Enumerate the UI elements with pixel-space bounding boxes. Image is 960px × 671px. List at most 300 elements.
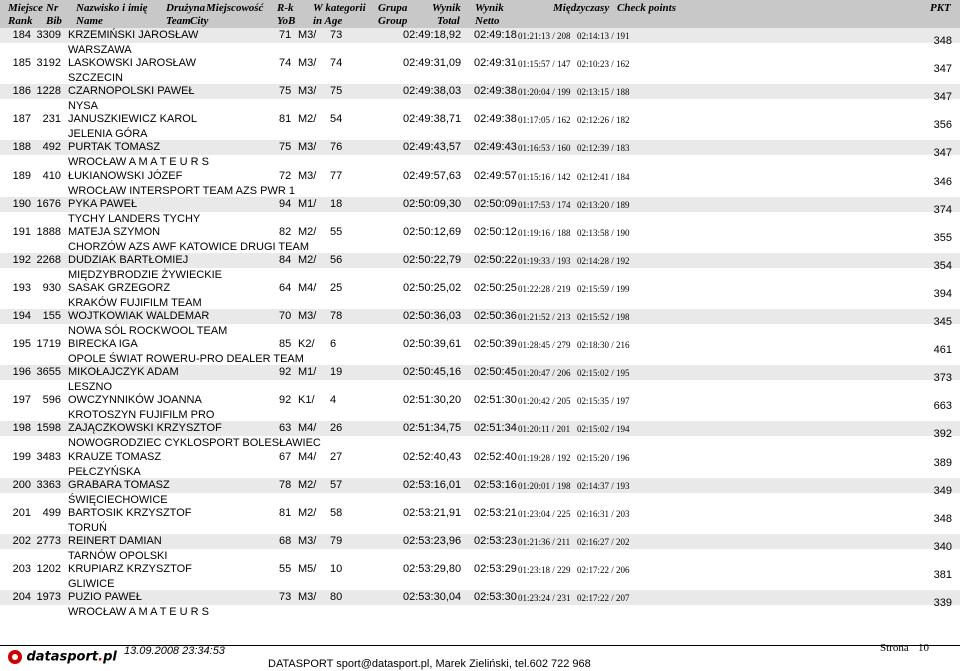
- logo-dot: .: [98, 649, 104, 665]
- header-city-en: City: [190, 15, 209, 27]
- cell-bib: 2773: [36, 534, 61, 547]
- header-pkt: PKT: [930, 2, 951, 14]
- datasport-logo[interactable]: [8, 648, 117, 668]
- cell-checkpoint-2: 02:13:15 / 188: [577, 87, 630, 98]
- cell-name: JANUSZKIEWICZ KAROL: [68, 113, 197, 126]
- cell-club: WROCŁAW A M A T E U R S: [68, 156, 209, 169]
- cell-category-place: 75: [330, 85, 343, 98]
- cell-name: GRABARA TOMASZ: [68, 478, 170, 491]
- cell-netto-time: 02:49:18: [474, 29, 517, 41]
- cell-checkpoint-1: 01:20:47 / 206: [518, 368, 571, 379]
- table-row: [0, 421, 960, 450]
- cell-rank: 185: [12, 57, 31, 70]
- table-row: [0, 84, 960, 113]
- header-name-pl: Nazwisko i imię: [76, 2, 148, 14]
- cell-netto-time: 02:53:30: [474, 591, 517, 603]
- cell-bib: 499: [42, 506, 61, 519]
- cell-pkt: 348: [933, 35, 952, 47]
- cell-yob: 85: [279, 338, 292, 351]
- cell-checkpoint-2: 02:14:13 / 191: [577, 31, 630, 41]
- cell-bib: 3192: [36, 57, 61, 70]
- cell-name: PYKA PAWEŁ: [68, 197, 138, 210]
- cell-club: TORUŃ: [68, 521, 107, 534]
- cell-yob: 94: [279, 197, 292, 210]
- cell-bib: 3655: [36, 366, 61, 379]
- cell-category-place: 56: [330, 253, 343, 266]
- cell-name: ZAJĄCZKOWSKI KRZYSZTOF: [68, 422, 222, 435]
- cell-category-place: 78: [330, 310, 343, 322]
- cell-category: M2/: [298, 253, 317, 266]
- cell-category-place: 57: [330, 478, 343, 491]
- cell-checkpoint-1: 01:28:45 / 279: [518, 340, 571, 351]
- cell-total-time: 02:50:25,02: [403, 281, 462, 294]
- footer-contact: DATASPORT sport@datasport.pl, Marek Zieliński, tel.602 722 968: [268, 658, 591, 670]
- cell-category: M4/: [298, 450, 317, 463]
- cell-netto-time: 02:52:40: [474, 450, 517, 463]
- header-netto: Netto: [475, 15, 500, 27]
- cell-bib: 1202: [36, 562, 61, 575]
- cell-category: K2/: [298, 338, 315, 351]
- cell-bib: 1228: [36, 85, 61, 98]
- table-row: [0, 309, 960, 338]
- cell-category: M3/: [298, 85, 317, 98]
- cell-pkt: 389: [933, 456, 952, 469]
- cell-category-place: 27: [330, 450, 343, 463]
- cell-bib: 3363: [36, 478, 61, 491]
- cell-bib: 3309: [36, 29, 61, 41]
- table-row: [0, 506, 960, 535]
- cell-netto-time: 02:53:29: [474, 562, 517, 575]
- cell-checkpoint-2: 02:15:52 / 198: [577, 312, 630, 322]
- cell-netto-time: 02:51:30: [474, 394, 517, 407]
- cell-total-time: 02:49:18,92: [403, 29, 462, 41]
- cell-yob: 64: [279, 281, 292, 294]
- cell-checkpoint-2: 02:15:02 / 195: [577, 368, 630, 379]
- table-row: [0, 28, 960, 57]
- cell-bib: 930: [42, 281, 61, 294]
- cell-rank: 195: [12, 338, 31, 351]
- cell-club: WROCŁAW INTERSPORT TEAM AZS PWR 1: [68, 184, 295, 197]
- cell-category-place: 19: [330, 366, 343, 379]
- cell-checkpoint-2: 02:13:20 / 189: [577, 199, 630, 210]
- cell-netto-time: 02:50:39: [474, 338, 517, 351]
- cell-checkpoint-2: 02:16:27 / 202: [577, 536, 630, 547]
- cell-rank: 186: [12, 85, 31, 98]
- cell-pkt: 355: [933, 231, 952, 244]
- cell-club: LESZNO: [68, 381, 113, 394]
- table-row: [0, 393, 960, 422]
- cell-category-place: 76: [330, 141, 343, 154]
- cell-checkpoint-1: 01:15:16 / 142: [518, 171, 571, 182]
- cell-checkpoint-1: 01:20:04 / 199: [518, 87, 571, 98]
- cell-rank: 202: [12, 534, 31, 547]
- cell-rank: 203: [12, 562, 31, 575]
- cell-bib: 1719: [36, 338, 61, 351]
- cell-pkt: 347: [933, 147, 952, 160]
- cell-yob: 92: [279, 394, 292, 407]
- cell-checkpoint-1: 01:19:28 / 192: [518, 452, 571, 463]
- cell-rank: 194: [12, 310, 31, 322]
- table-row: [0, 562, 960, 591]
- cell-name: BIRECKA IGA: [68, 338, 138, 351]
- cell-rank: 204: [12, 591, 31, 603]
- cell-netto-time: 02:50:45: [474, 366, 517, 379]
- cell-name: BARTOSIK KRZYSZTOF: [68, 506, 192, 519]
- cell-yob: 84: [279, 253, 292, 266]
- logo-text: datasport: [26, 649, 99, 665]
- cell-netto-time: 02:53:23: [474, 534, 517, 547]
- cell-club: WROCŁAW A M A T E U R S: [68, 606, 209, 618]
- cell-yob: 75: [279, 85, 292, 98]
- header-nr: Nr: [46, 2, 59, 14]
- cell-total-time: 02:50:12,69: [403, 225, 462, 238]
- table-row: [0, 225, 960, 254]
- cell-checkpoint-1: 01:17:53 / 174: [518, 199, 571, 210]
- cell-category: M1/: [298, 366, 317, 379]
- cell-total-time: 02:50:22,79: [403, 253, 462, 266]
- header-city-pl: Miejscowość: [206, 2, 264, 14]
- header-group-en: Group: [378, 15, 408, 27]
- cell-total-time: 02:50:09,30: [403, 197, 462, 210]
- cell-netto-time: 02:49:43: [474, 141, 517, 154]
- cell-checkpoint-1: 01:20:01 / 198: [518, 480, 571, 491]
- cell-yob: 92: [279, 366, 292, 379]
- cell-category-place: 4: [330, 394, 337, 407]
- cell-club: JELENIA GÓRA: [68, 128, 148, 141]
- page-number: 10: [918, 642, 929, 654]
- cell-category-place: 55: [330, 225, 343, 238]
- cell-rank: 200: [12, 478, 31, 491]
- cell-club: PEŁCZYŃSKA: [68, 465, 141, 478]
- cell-club: NOWOGRODZIEC CYKLOSPORT BOLESŁAWIEC: [68, 437, 321, 450]
- cell-category-place: 6: [330, 338, 337, 351]
- cell-category-place: 80: [330, 591, 343, 603]
- cell-club: KRAKÓW FUJIFILM TEAM: [68, 296, 202, 309]
- cell-category-place: 77: [330, 169, 343, 182]
- cell-category-place: 25: [330, 281, 343, 294]
- cell-pkt: 347: [933, 63, 952, 76]
- cell-checkpoint-1: 01:20:42 / 205: [518, 396, 571, 407]
- cell-checkpoint-1: 01:21:13 / 208: [518, 31, 571, 41]
- cell-bib: 492: [42, 141, 61, 154]
- cell-name: LASKOWSKI JAROSŁAW: [68, 57, 196, 70]
- cell-total-time: 02:49:57,63: [403, 169, 462, 182]
- cell-netto-time: 02:50:12: [474, 225, 517, 238]
- table-row: [0, 478, 960, 507]
- cell-bib: 410: [42, 169, 61, 182]
- cell-yob: 72: [279, 169, 292, 182]
- cell-total-time: 02:50:36,03: [403, 310, 462, 322]
- cell-category: M2/: [298, 113, 317, 126]
- cell-club: OPOLE ŚWIAT ROWERU-PRO DEALER TEAM: [68, 353, 304, 366]
- cell-netto-time: 02:50:22: [474, 253, 517, 266]
- cell-yob: 73: [279, 591, 292, 603]
- cell-checkpoint-1: 01:21:52 / 213: [518, 312, 571, 322]
- cell-bib: 155: [42, 310, 61, 322]
- cell-yob: 67: [279, 450, 292, 463]
- cell-rank: 191: [12, 225, 31, 238]
- cell-yob: 82: [279, 225, 292, 238]
- header-team-pl: Drużyna: [166, 2, 206, 14]
- cell-pkt: 339: [933, 597, 952, 609]
- cell-category: M3/: [298, 29, 317, 41]
- cell-netto-time: 02:50:09: [474, 197, 517, 210]
- print-timestamp: 13.09.2008 23:34:53: [124, 645, 225, 657]
- cell-category-place: 73: [330, 29, 343, 41]
- cell-pkt: 346: [933, 175, 952, 188]
- cell-yob: 71: [279, 29, 292, 41]
- cell-category-place: 74: [330, 57, 343, 70]
- table-row: [0, 197, 960, 226]
- cell-pkt: 340: [933, 540, 952, 553]
- cell-club: CHORZÓW AZS AWF KATOWICE DRUGI TEAM: [68, 240, 309, 253]
- cell-checkpoint-1: 01:20:11 / 201: [518, 424, 571, 435]
- header-rk: R-k: [277, 2, 294, 14]
- table-header: [0, 0, 960, 28]
- cell-checkpoint-1: 01:23:24 / 231: [518, 593, 571, 603]
- datasport-logo-icon: [8, 650, 22, 664]
- cell-checkpoint-2: 02:14:37 / 193: [577, 480, 630, 491]
- cell-category-place: 58: [330, 506, 343, 519]
- table-row: [0, 112, 960, 141]
- cell-bib: 2268: [36, 253, 61, 266]
- cell-pkt: 373: [933, 372, 952, 385]
- cell-club: WARSZAWA: [68, 44, 132, 56]
- cell-club: NYSA: [68, 100, 98, 113]
- table-row: [0, 140, 960, 169]
- cell-checkpoint-2: 02:12:41 / 184: [577, 171, 630, 182]
- cell-rank: 188: [12, 141, 31, 154]
- cell-checkpoint-1: 01:19:33 / 193: [518, 255, 571, 266]
- cell-total-time: 02:51:34,75: [403, 422, 462, 435]
- cell-checkpoint-2: 02:10:23 / 162: [577, 59, 630, 70]
- cell-rank: 187: [12, 113, 31, 126]
- cell-checkpoint-1: 01:21:36 / 211: [518, 536, 571, 547]
- cell-category-place: 26: [330, 422, 343, 435]
- header-category-en: in Age: [313, 15, 343, 27]
- table-row: [0, 281, 960, 310]
- cell-name: DUDZIAK BARTŁOMIEJ: [68, 253, 189, 266]
- cell-rank: 198: [12, 422, 31, 435]
- cell-checkpoint-1: 01:19:16 / 188: [518, 227, 571, 238]
- cell-checkpoint-2: 02:17:22 / 207: [577, 593, 630, 603]
- cell-bib: 1888: [36, 225, 61, 238]
- cell-category-place: 18: [330, 197, 343, 210]
- logo-tld: pl: [103, 649, 117, 665]
- cell-pkt: 381: [933, 568, 952, 581]
- cell-category: K1/: [298, 394, 315, 407]
- cell-category: M2/: [298, 225, 317, 238]
- cell-name: KRAUZE TOMASZ: [68, 450, 162, 463]
- cell-total-time: 02:52:40,43: [403, 450, 462, 463]
- cell-netto-time: 02:50:25: [474, 281, 517, 294]
- cell-category: M4/: [298, 281, 317, 294]
- cell-rank: 196: [12, 366, 31, 379]
- cell-category-place: 79: [330, 534, 343, 547]
- cell-pkt: 461: [933, 344, 952, 357]
- cell-checkpoint-1: 01:17:05 / 162: [518, 115, 571, 126]
- cell-club: GLIWICE: [68, 577, 115, 590]
- cell-name: CZARNOPOLSKI PAWEŁ: [68, 85, 195, 98]
- cell-checkpoint-2: 02:13:58 / 190: [577, 227, 630, 238]
- cell-category: M2/: [298, 506, 317, 519]
- cell-category: M5/: [298, 562, 317, 575]
- cell-name: MATEJA SZYMON: [68, 225, 161, 238]
- cell-name: WOJTKOWIAK WALDEMAR: [68, 310, 210, 322]
- header-checkpoints: Check points: [617, 2, 676, 14]
- cell-checkpoint-1: 01:16:53 / 160: [518, 143, 571, 154]
- cell-pkt: 392: [933, 428, 952, 441]
- cell-total-time: 02:50:45,16: [403, 366, 462, 379]
- cell-name: PURTAK TOMASZ: [68, 141, 161, 154]
- header-bib: Bib: [46, 15, 62, 27]
- cell-bib: 3483: [36, 450, 61, 463]
- cell-yob: 81: [279, 506, 292, 519]
- page-label: Strona: [880, 642, 909, 654]
- cell-netto-time: 02:50:36: [474, 310, 517, 322]
- cell-rank: 192: [12, 253, 31, 266]
- cell-pkt: 347: [933, 91, 952, 104]
- cell-category: M1/: [298, 197, 317, 210]
- table-row: [0, 365, 960, 394]
- cell-yob: 81: [279, 113, 292, 126]
- cell-yob: 70: [279, 310, 292, 322]
- header-result-total-label: Wynik: [432, 2, 461, 14]
- cell-club: KROTOSZYN FUJIFILM PRO: [68, 409, 215, 422]
- cell-category: M3/: [298, 141, 317, 154]
- cell-pkt: 356: [933, 119, 952, 132]
- cell-name: KRZEMIŃSKI JAROSŁAW: [68, 29, 199, 41]
- cell-rank: 190: [12, 197, 31, 210]
- cell-total-time: 02:53:16,01: [403, 478, 462, 491]
- cell-name: ŁUKIANOWSKI JÓZEF: [68, 169, 183, 182]
- cell-club: SZCZECIN: [68, 72, 123, 85]
- cell-name: SASAK GRZEGORZ: [68, 281, 171, 294]
- table-row: [0, 450, 960, 479]
- header-group-pl: Grupa: [378, 2, 408, 14]
- cell-rank: 184: [12, 29, 31, 41]
- cell-yob: 55: [279, 562, 292, 575]
- cell-total-time: 02:49:38,03: [403, 85, 462, 98]
- cell-club: TARNÓW OPOLSKI: [68, 549, 168, 562]
- cell-category-place: 10: [330, 562, 343, 575]
- cell-yob: 74: [279, 57, 292, 70]
- cell-name: MIKOŁAJCZYK ADAM: [68, 366, 179, 379]
- cell-name: REINERT DAMIAN: [68, 534, 162, 547]
- header-total: Total: [437, 15, 460, 27]
- cell-pkt: 345: [933, 316, 952, 328]
- cell-bib: 1598: [36, 422, 61, 435]
- cell-netto-time: 02:49:31: [474, 57, 517, 70]
- cell-checkpoint-2: 02:17:22 / 206: [577, 564, 630, 575]
- cell-checkpoint-2: 02:15:20 / 196: [577, 452, 630, 463]
- cell-bib: 231: [42, 113, 61, 126]
- cell-checkpoint-1: 01:15:57 / 147: [518, 59, 571, 70]
- cell-club: TYCHY LANDERS TYCHY: [68, 212, 201, 225]
- cell-pkt: 374: [933, 203, 952, 216]
- cell-total-time: 02:53:30,04: [403, 591, 462, 603]
- cell-total-time: 02:53:29,80: [403, 562, 462, 575]
- cell-club: NOWA SÓL ROCKWOOL TEAM: [68, 325, 228, 337]
- cell-yob: 78: [279, 478, 292, 491]
- cell-pkt: 348: [933, 512, 952, 525]
- cell-checkpoint-2: 02:15:02 / 194: [577, 424, 630, 435]
- cell-bib: 1973: [36, 591, 61, 603]
- table-row: [0, 337, 960, 366]
- header-result-netto-label: Wynik: [475, 2, 504, 14]
- cell-checkpoint-2: 02:15:35 / 197: [577, 396, 630, 407]
- cell-checkpoint-1: 01:23:18 / 229: [518, 564, 571, 575]
- cell-category-place: 54: [330, 113, 343, 126]
- cell-pkt: 663: [933, 400, 952, 413]
- cell-checkpoint-1: 01:23:04 / 225: [518, 508, 571, 519]
- cell-category: M3/: [298, 591, 317, 603]
- cell-netto-time: 02:51:34: [474, 422, 517, 435]
- cell-club: MIĘDZYBRODZIE ŻYWIECKIE: [68, 268, 223, 281]
- cell-yob: 68: [279, 534, 292, 547]
- cell-category: M2/: [298, 478, 317, 491]
- cell-yob: 75: [279, 141, 292, 154]
- table-row: [0, 56, 960, 85]
- header-yob: YoB: [277, 15, 296, 27]
- cell-rank: 193: [12, 281, 31, 294]
- cell-category: M3/: [298, 310, 317, 322]
- cell-name: OWCZYNNIKÓW JOANNA: [68, 394, 202, 407]
- cell-total-time: 02:51:30,20: [403, 394, 462, 407]
- cell-checkpoint-2: 02:12:26 / 182: [577, 115, 630, 126]
- cell-total-time: 02:53:21,91: [403, 506, 462, 519]
- table-row: [0, 169, 960, 198]
- cell-checkpoint-2: 02:15:59 / 199: [577, 283, 630, 294]
- cell-rank: 197: [12, 394, 31, 407]
- cell-name: PUZIO PAWEŁ: [68, 591, 142, 603]
- cell-total-time: 02:49:31,09: [403, 57, 462, 70]
- cell-category: M3/: [298, 169, 317, 182]
- cell-total-time: 02:49:43,57: [403, 141, 462, 154]
- cell-category: M3/: [298, 534, 317, 547]
- cell-category: M3/: [298, 57, 317, 70]
- cell-pkt: 354: [933, 259, 952, 272]
- cell-total-time: 02:53:23,96: [403, 534, 462, 547]
- header-rank: Rank: [8, 15, 33, 27]
- cell-checkpoint-2: 02:12:39 / 183: [577, 143, 630, 154]
- header-place: Miejsce: [8, 2, 43, 14]
- cell-yob: 63: [279, 422, 292, 435]
- cell-rank: 189: [12, 169, 31, 182]
- cell-rank: 201: [12, 506, 31, 519]
- cell-checkpoint-2: 02:18:30 / 216: [577, 340, 630, 351]
- header-name-en: Name: [76, 15, 103, 27]
- cell-checkpoint-1: 01:22:28 / 219: [518, 283, 571, 294]
- cell-netto-time: 02:49:38: [474, 85, 517, 98]
- header-team-en: Team: [166, 15, 191, 27]
- cell-pkt: 349: [933, 484, 952, 497]
- cell-bib: 596: [42, 394, 61, 407]
- table-row: [0, 590, 960, 619]
- cell-netto-time: 02:49:38: [474, 113, 517, 126]
- cell-netto-time: 02:49:57: [474, 169, 517, 182]
- cell-name: KRUPIARZ KRZYSZTOF: [68, 562, 192, 575]
- cell-netto-time: 02:53:21: [474, 506, 517, 519]
- table-row: [0, 534, 960, 563]
- header-splits: Międzyczasy: [553, 2, 610, 14]
- cell-total-time: 02:49:38,71: [403, 113, 462, 126]
- cell-rank: 199: [12, 450, 31, 463]
- cell-netto-time: 02:53:16: [474, 478, 517, 491]
- cell-pkt: 394: [933, 287, 952, 300]
- header-category-pl: W kategorii: [313, 2, 366, 14]
- cell-checkpoint-2: 02:14:28 / 192: [577, 255, 630, 266]
